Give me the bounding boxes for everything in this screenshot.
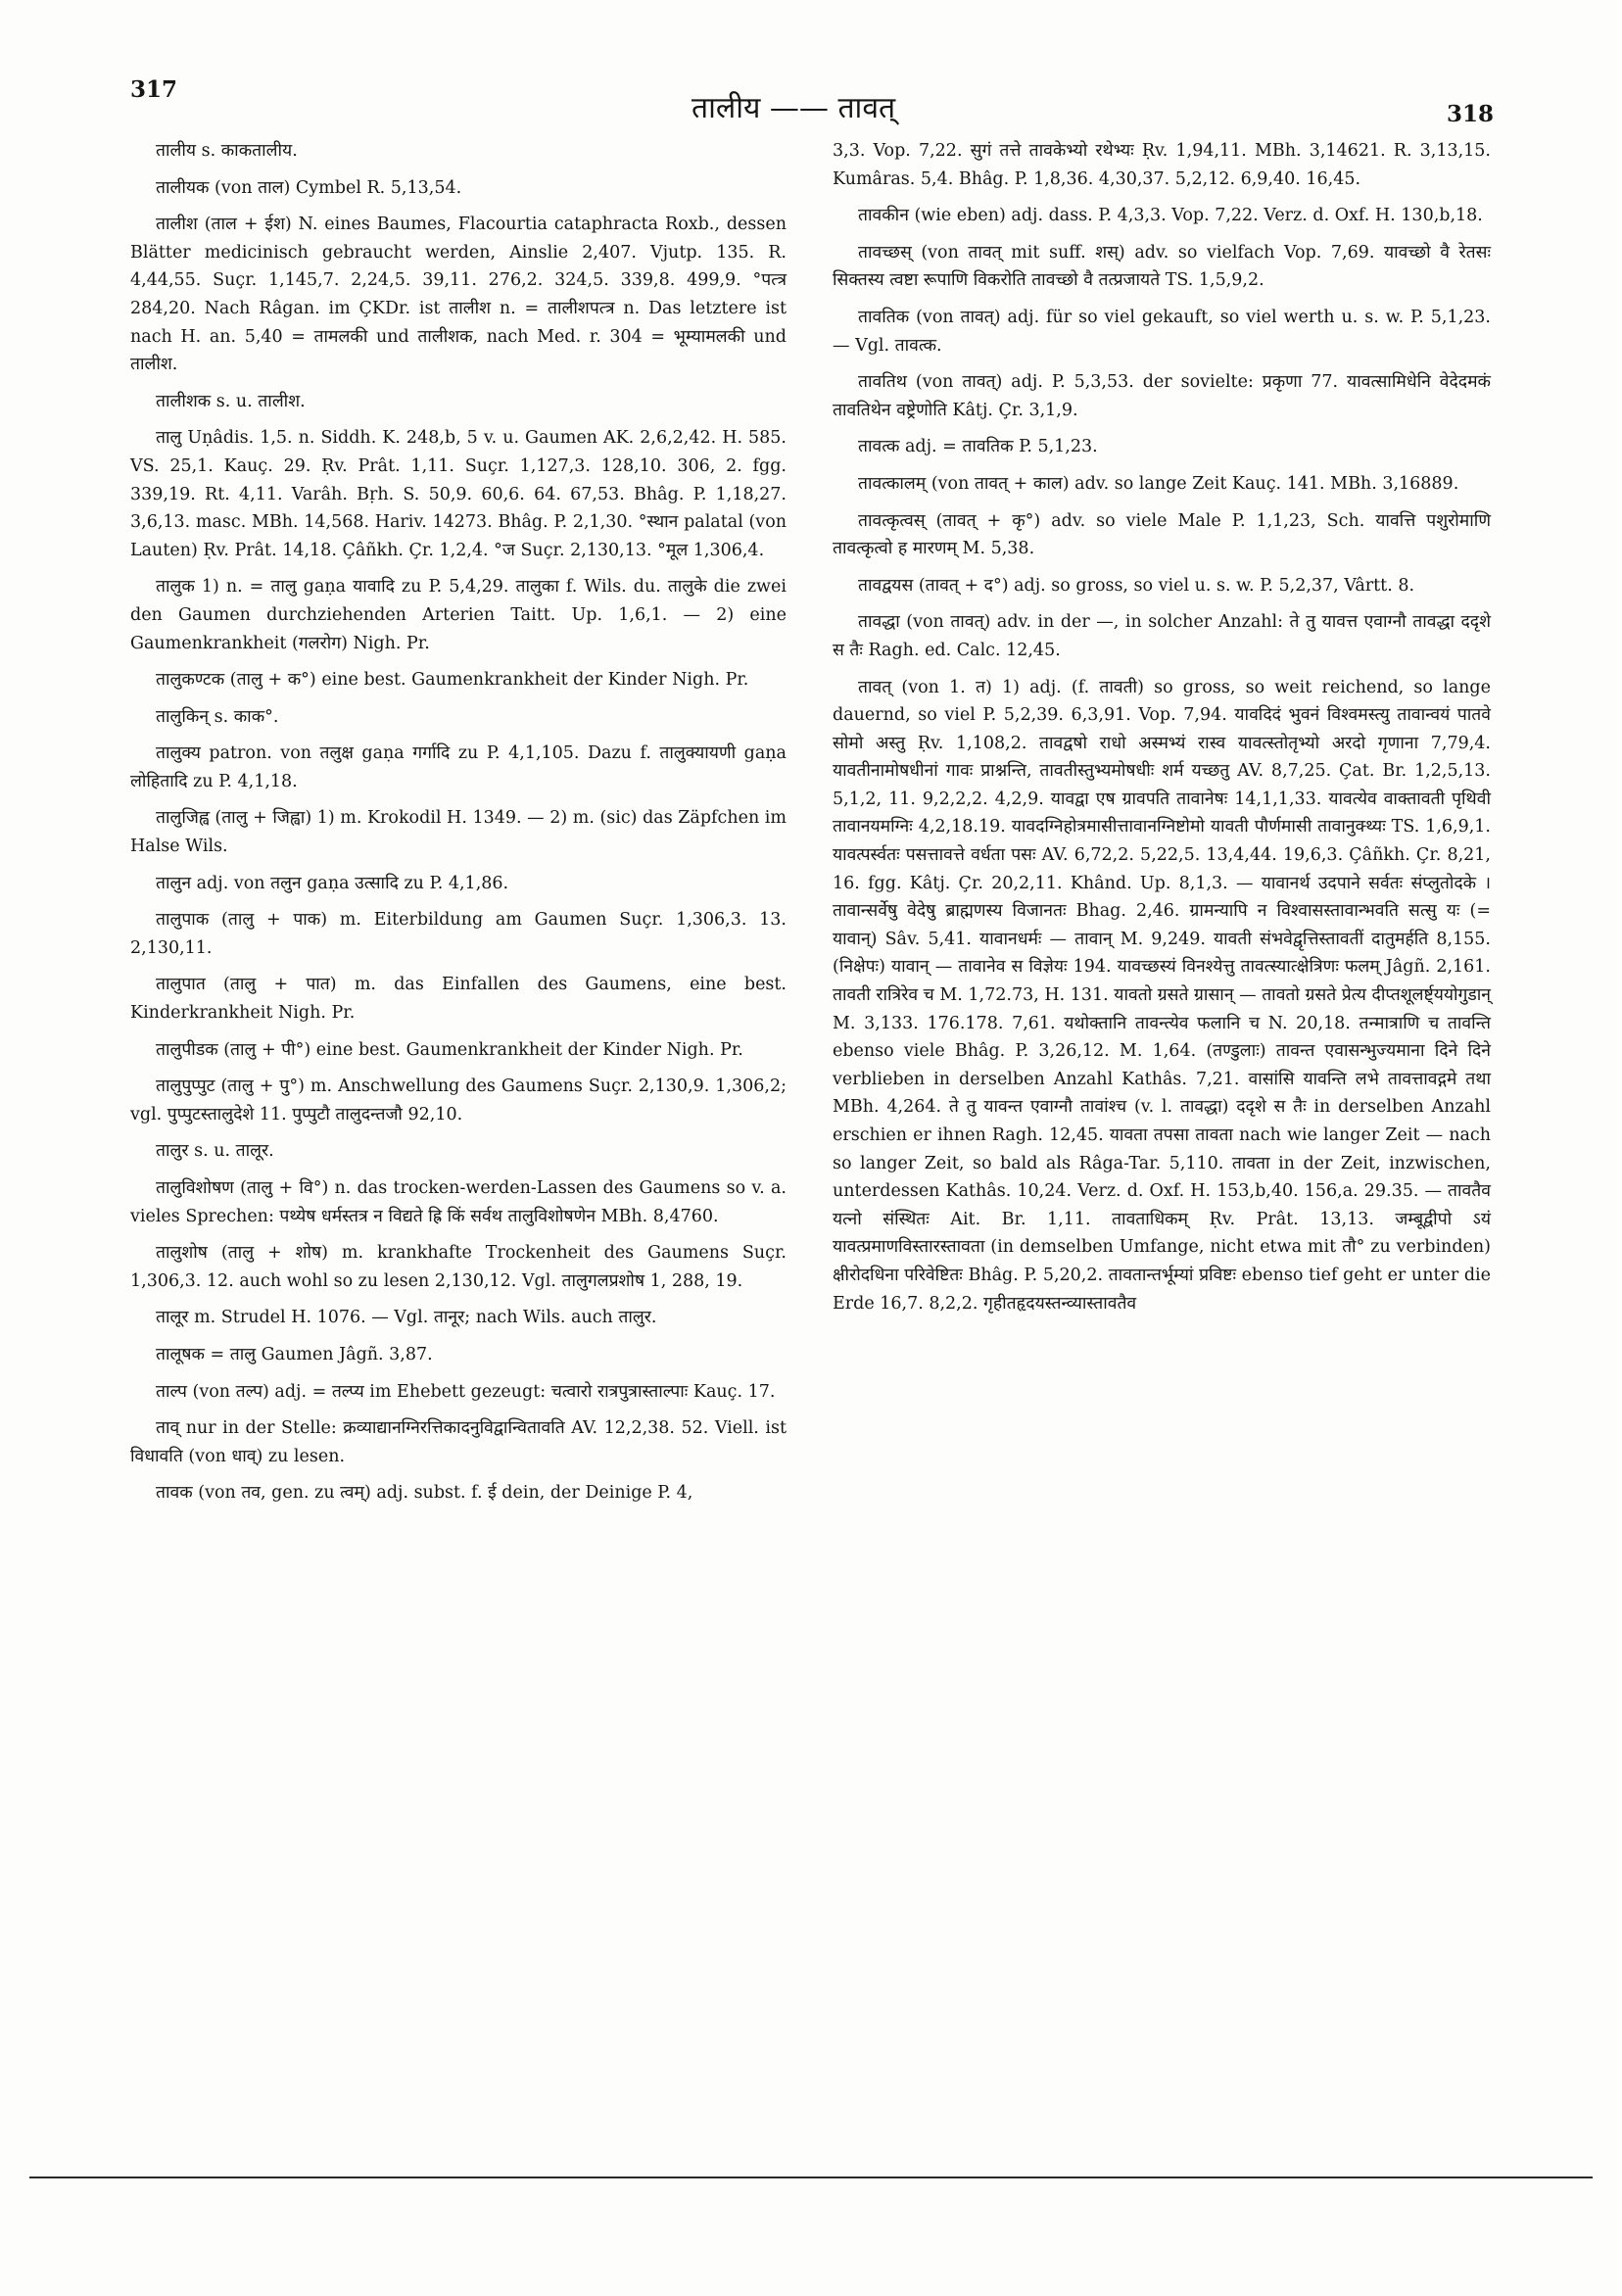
dictionary-entry: तालीश (ताल + ईश) N. eines Baumes, Flacourtia cataphracta Roxb., dessen Blätter medicinisch gebraucht werden, Ainslie 2,407. Vjutp. 135. R. 4,44,55. Suçr. 1,145,7. 2,24,5. 39,11. 276,2. 324,5. 339,8. 499,9. °पत्त्र 284,20. Nach Râgan. im ÇKDr. ist तालीश n. = तालीशपत्त्र n. Das letztere ist nach H. an. 5,40 = तामलकी und तालीशक, nach Med. r. 304 = भूम्यामलकी und तालीश. (130, 215, 787, 375)
dictionary-entry: 3,3. Vop. 7,22. सुगं तत्ते तावकेभ्यो रथेभ्यः Ṛv. 1,94,11. MBh. 3,14621. R. 3,13,15. Kumâras. 5,4. Bhâg. P. 1,8,36. 4,30,37. 5,2,12. 6,9,40. 16,45. (833, 141, 1491, 189)
right-column (833, 137, 1491, 1326)
left-column (130, 137, 787, 1516)
page-number-left: 317 (130, 76, 178, 103)
dictionary-entry: तालुपाक (तालु + पाक) m. Eiterbildung am Gaumen Suçr. 1,306,3. 13. 2,130,11. (130, 910, 787, 958)
dictionary-entry: तालीयक (von ताल) Cymbel R. 5,13,54. (156, 177, 462, 198)
dictionary-entry: तालुकिन् s. काक°. (156, 706, 279, 727)
dictionary-entry: तालुपुप्पुट (तालु + पु°) m. Anschwellung des Gaumens Suçr. 2,130,9. 1,306,2; vgl. पुप्पुटस्तालुदेशे 11. पुप्पुटौ तालुदन्तजौ 92,10. (130, 1076, 787, 1124)
running-head: तालीय —— तावत् (692, 91, 896, 125)
bottom-rule (29, 2176, 1593, 2178)
dictionary-entry: तालुजिह्व (तालु + जिह्वा) 1) m. Krokodil H. 1349. — 2) m. (sic) das Zäpfchen im Halse Wils. (130, 808, 787, 857)
dictionary-entry: तावक (von तव, gen. zu त्वम्) adj. subst. f. ई dein, der Deinige P. 4, (156, 1483, 693, 1504)
dictionary-entry: तालुन adj. von तलुन gaṇa उत्सादि zu P. 4,1,86. (156, 873, 509, 893)
dictionary-entry: तालुपीडक (तालु + पी°) eine best. Gaumenkrankheit der Kinder Nigh. Pr. (156, 1039, 743, 1060)
dictionary-entry: तावद्वयस (तावत् + द°) adj. so gross, so viel u. s. w. P. 5,2,37, Vârtt. 8. (858, 575, 1415, 596)
dictionary-entry: तालुक्य patron. von तलुक्ष gaṇa गर्गादि zu P. 4,1,105. Dazu f. तालुक्यायणी gaṇa लोहितादि zu P. 4,1,18. (130, 743, 787, 791)
dictionary-entry: तालुपात (तालु + पात) m. das Einfallen des Gaumens, eine best. Kinderkrankheit Nigh. Pr. (130, 975, 787, 1024)
dictionary-entry: तालु Uṇâdis. 1,5. n. Siddh. K. 248,b, 5 v. u. Gaumen AK. 2,6,2,42. H. 585. VS. 25,1. Kauç. 29. Ṛv. Prât. 1,11. Suçr. 1,127,3. 128,10. 306, 2. fgg. 339,19. Rt. 4,11. Varâh. Bṛh. S. 50,9. 60,6. 64. 67,53. Bhâg. P. 1,18,27. 3,6,13. masc. MBh. 14,568. Hariv. 14273. Bhâg. P. 2,1,30. °स्थान palatal (von Lauten) Ṛv. Prât. 14,18. Çâñkh. Çr. 1,2,4. °ज Suçr. 2,130,13. °मूल 1,306,4. (130, 428, 787, 560)
dictionary-entry: तावद्धा (von तावत्) adv. in der —, in solcher Anzahl: ते तु यावत्त एवाग्नौ तावद्धा ददृशे स तैः Ragh. ed. Calc. 12,45. (833, 612, 1491, 660)
dictionary-entry: तालीशक s. u. तालीश. (156, 391, 306, 411)
dictionary-entry: तालूषक = तालु Gaumen Jâgñ. 3,87. (156, 1344, 433, 1364)
dictionary-entry: तावत्कालम् (von तावत् + काल) adv. so lange Zeit Kauç. 141. MBh. 3,16889. (858, 473, 1459, 494)
dictionary-entry: तालीय s. काकतालीय. (156, 141, 298, 161)
page-number-right: 318 (1447, 101, 1495, 127)
dictionary-entry: तालुविशोषण (तालु + वि°) n. das trocken-werden-Lassen des Gaumens so v. a. vieles Sprechen: पथ्येष धर्मस्तत्र न विद्यते ह्रि किं सर्वथ तालुविशोषणेन MBh. 8,4760. (130, 1178, 787, 1226)
dictionary-entry: तावतिक (von तावत्) adj. für so viel gekauft, so viel werth u. s. w. P. 5,1,23. — Vgl. तावत्क. (833, 307, 1491, 356)
dictionary-entry: तालुशोष (तालु + शोष) m. krankhafte Trockenheit des Gaumens Suçr. 1,306,3. 12. auch wohl so zu lesen 2,130,12. Vgl. तालुगलप्रशोष 1, 288, 19. (130, 1243, 787, 1291)
dictionary-entry: तालुक 1) n. = तालु gaṇa यावादि zu P. 5,4,29. तालुका f. Wils. du. तालुके die zwei den Gaumen durchziehenden Arterien Taitt. Up. 1,6,1. — 2) eine Gaumenkrankheit (गलरोग) Nigh. Pr. (130, 577, 787, 653)
dictionary-entry: तावकीन (wie eben) adj. dass. P. 4,3,3. Vop. 7,22. Verz. d. Oxf. H. 130,b,18. (858, 206, 1483, 226)
dictionary-entry: तावत्कृत्वस् (तावत् + कृ°) adv. so viele Male P. 1,1,23, Sch. यावत्ति पशुरोमाणि तावत्कृत्वो ह मारणम् M. 5,38. (833, 510, 1491, 559)
dictionary-entry: तावत् (von 1. त) 1) adj. (f. तावती) so gross, so weit reichend, so lange dauernd, so viel P. 5,2,39. 6,3,91. Vop. 7,94. यावदिदं भुवनं विश्वमस्त्यु तावान्वयं पातवे सोमो अस्तु Ṛv. 1,108,2. तावद्वषो राधो अस्मभ्यं रास्व यावत्स्तोतृभ्यो अरदो गृणाना 7,79,4. यावतीनामोषधीनां गावः प्राश्नन्ति, तावतीस्तुभ्यमोषधीः शर्म यच्छतु AV. 8,7,25. Çat. Br. 1,2,5,13. 5,1,2, 11. 9,2,2,2. 4,2,9. यावद्वा एष ग्रावपति तावानेषः 14,1,1,33. यावत्येव वाक्तावती पृथिवी तावानयमग्निः 4,2,18.19. यावदग्निहोत्रमासीत्तावानग्निष्टोमो यावती पौर्णमासी तावानुक्थ्यः TS. 1,6,9,1. यावत्पर्स्वतः पसत्तावत्ते वर्धता पसः AV. 6,72,2. 5,22,5. 13,4,44. 19,6,3. Çâñkh. Çr. 8,21, 16. fgg. Kâtj. Çr. 20,2,11. Khând. Up. 8,1,3. — यावानर्थ उदपाने सर्वतः संप्लुतोदके । तावान्सर्वेषु वेदेषु ब्राह्मणस्य विजानतः Bhag. 2,46. ग्रामन्यापि न विश्वासस्तावान्भवति सत्सु यः (= यावान्) Sâv. 5,41. यावानधर्मः — तावान् M. 9,249. यावती संभवेद्वृत्तिस्तावतीं दातुमर्हति 8,155. (निक्षेपः) यावान् — तावानेव स विज्ञेयः 194. यावच्छस्यं विनश्येत्तु तावत्स्यात्क्षेत्रिणः फलम् Jâgñ. 2,161. तावती रात्रिरेव च M. 1,72.73, H. 131. यावतो ग्रसते ग्रासान् — तावतो ग्रसते प्रेत्य दीप्तशूलर्ष्ट्ययोगुडान् M. 3,133. 176.178. 7,61. यथोक्तानि तावन्त्येव फलानि च N. 20,18. तन्मात्राणि च तावन्ति ebenso viele Bhâg. P. 3,26,12. M. 1,64. (तण्डुलाः) तावन्त एवासन्भुज्यमाना दिने दिने verblieben in derselben Anzahl Kathâs. 7,21. वासांसि यावन्ति लभे तावत्तावद्गमे तथा MBh. 4,264. ते तु यावन्त एवाग्नौ तावांश्च (v. l. तावद्धा) ददृशे स तैः in derselben Anzahl erschien er ihnen Ragh. 12,45. यावता तपसा तावता nach wie langer Zeit — nach so langer Zeit, so bald als Râga-Tar. 5,110. तावता in der Zeit, inzwischen, unterdessen Kathâs. 10,24. Verz. d. Oxf. H. 153,b,40. 156,a. 29.35. — तावतैव यत्नो संस्थितः Ait. Br. 1,11. तावताधिकम् Ṛv. Prât. 13,13. जम्बूद्वीपो ऽयं यावत्प्रमाणविस्तारस्तावता (in demselben Umfange, nicht etwa mit तौ° zu verbinden) क्षीरोदधिना परिवेष्टितः Bhâg. P. 5,20,2. तावतान्तर्भूम्यां प्रविष्टः ebenso tief geht er unter die Erde 16,7. 8,2,2. गृहीतहृदयस्तन्व्यास्तावतैव (833, 677, 1492, 1314)
dictionary-entry: तालुकण्टक (तालु + क°) eine best. Gaumenkrankheit der Kinder Nigh. Pr. (156, 670, 749, 691)
dictionary-entry: तावच्छस् (von तावत् mit suff. शस्) adv. so vielfach Vop. 7,69. यावच्छो वै रेतसः सिक्तस्य त्वष्टा रूपाणि विकरोति तावच्छो वै तत्प्रजायते TS. 1,5,9,2. (833, 242, 1491, 291)
dictionary-entry: तावतिथ (von तावत्) adj. P. 5,3,53. der sovielte: प्रकृणा 77. यावत्सामिधेनि वेदेदमकं तावतिथेन वष्ट्रेणोति Kâtj. Çr. 3,1,9. (833, 372, 1491, 420)
dictionary-entry: तावत्क adj. = तावतिक P. 5,1,23. (858, 437, 1098, 457)
dictionary-entry: ताव् nur in der Stelle: क्रव्याद्यानग्निरत्तिकादनुविद्वान्वितावति AV. 12,2,38. 52. Viell. ist विधावति (von धाव्) zu lesen. (130, 1418, 787, 1466)
dictionary-entry: तालुर s. u. तालूर. (156, 1141, 274, 1162)
dictionary-entry: ताल्प (von तल्प) adj. = तल्प्य im Ehebett gezeugt: चत्वारो रात्रपुत्रास्ताल्पाः Kauç. 17. (156, 1381, 776, 1402)
dictionary-entry: तालूर m. Strudel H. 1076. — Vgl. तानूर; nach Wils. auch तालुर. (156, 1308, 657, 1328)
